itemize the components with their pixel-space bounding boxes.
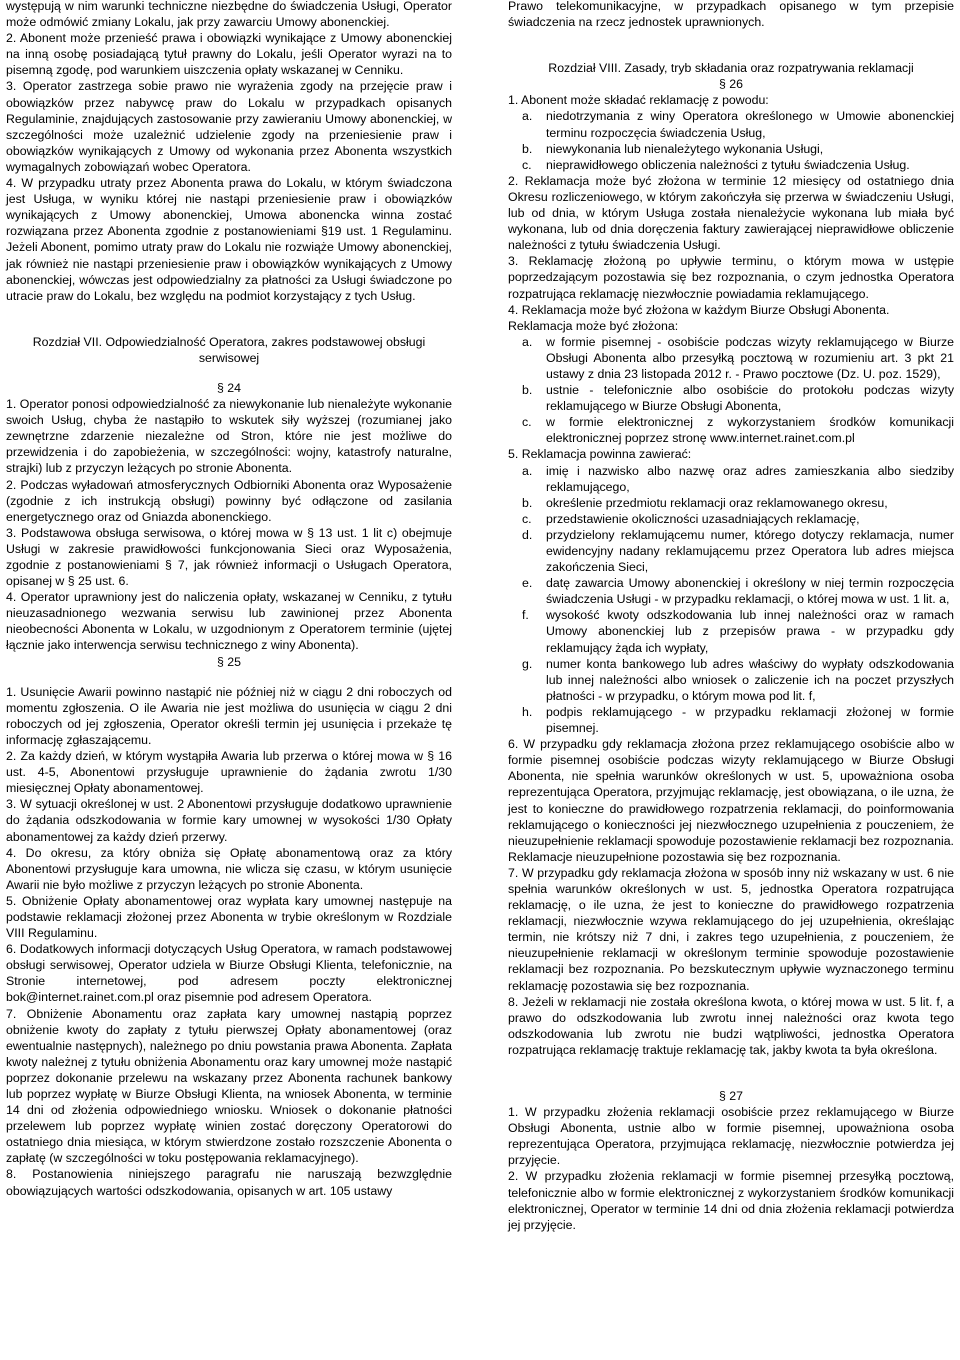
list-item-label: c. (522, 511, 532, 526)
list-item-text: niedotrzymania z winy Operatora określonego w Umowie abonenckiej terminu rozpoczęcia świadczenia Usług, (546, 109, 954, 140)
list-item-text: datę zawarcia Umowy abonenckiej i określony w niej termin rozpoczęcia świadczenia Usługi - w przypadku reklamacji, o której mowa w ust. 1 lit. a, (546, 576, 954, 607)
chapter-heading: Rozdział VIII. Zasady, tryb składania oraz rozpatrywania reklamacji (548, 61, 914, 76)
list-item (508, 334, 954, 382)
email-link[interactable]: bok@internet.rainet.com.pl (6, 990, 154, 1005)
list-item-text: w formie elektronicznej z wykorzystaniem środków komunikacji elektronicznej poprzez stronę www.internet.rainet.com.pl (546, 415, 954, 446)
list-item-text: przydzielony reklamującemu numer, którego dotyczy reklamacja, numer ewidencyjny nadany reklamującemu przez Operatora lub adres miejsca zakończenia Sieci, (546, 527, 954, 575)
list-item-label: f. (522, 608, 529, 623)
list-item (508, 607, 954, 655)
list-item-text: podpis reklamującego - w przypadku reklamacji złożonej w formie pisemnej. (546, 704, 954, 736)
list-contents (508, 463, 954, 737)
list-item-label: a. (522, 463, 533, 478)
list-item-label: e. (522, 576, 533, 591)
list-item-text: ustnie - telefonicznie albo osobiście do protokołu podczas wizyty reklamującego w Biurze Obsługi Abonenta, (546, 383, 954, 414)
section-number-value: 25 (227, 654, 242, 669)
list-item (508, 414, 954, 446)
list-item (508, 527, 954, 575)
paragraph: Reklamacja może być złożona: (508, 318, 679, 333)
paragraph: 2. Podczas wyładowań atmosferycznych Odbiorniki Abonenta oraz Wyposażenie (zgodnie z ich instrukcją obsługi) powinny być odłączone od zasilania energetycznego oraz od Gniazda abonenckiego. (6, 477, 452, 524)
chapter-heading: Rozdział VII. Odpowiedzialność Operatora, zakres podstawowej obsługi serwisowej (32, 334, 426, 365)
list-item-label: b. (522, 495, 533, 510)
paragraph (6, 941, 452, 1005)
paragraph: 2. Reklamacja może być złożona w terminie 12 miesięcy od ostatniego dnia Okresu rozliczeniowego, w którym zakończyła się przerwa w świadczeniu Usługi, lub od dnia, w którym Usługa została nienależycie wykonana lub miała być wykonana, lub od dnia doręczenia faktury zawierającej nieprawidłowe obliczenie należności z tytułu świadczenia Usługi. (508, 173, 954, 253)
list-item-text: wysokość kwoty odszkodowania lub innej należności oraz w ramach Umowy abonenckiej lub z przepisów prawa - w przypadku gdy reklamujący żąda ich wypłaty, (546, 608, 954, 655)
list-item-label: a. (522, 334, 533, 349)
list-item (508, 382, 954, 414)
list-reasons (508, 108, 954, 172)
list-item (508, 656, 954, 704)
list-item-label: d. (522, 527, 533, 542)
paragraph-text: oraz pisemnie pod adresem Operatora. (153, 990, 372, 1005)
list-forms (508, 334, 954, 447)
list-item (508, 108, 954, 140)
list-item-label: c. (522, 415, 532, 430)
paragraph-text: 6. Dodatkowych informacji dotyczących Usług Operatora, w ramach podstawowej obsługi serwisowej, Operator udziela w Biurze Obsługi Klienta, telefonicznie, na Stronie internetowej, pod adresem poczty elektronicznej (6, 942, 452, 989)
paragraph: 5. Reklamacja powinna zawierać: (508, 447, 692, 462)
paragraph: 3. W sytuacji określonej w ust. 2 Abonentowi przysługuje dodatkowo uprawnienie do żądania odszkodowania w formie kary umownej w wysokości 1/30 Opłaty abonamentowej za każdy dzień przerwy. (6, 797, 452, 844)
section-number-value: 24 (227, 380, 242, 395)
list-item (508, 704, 954, 736)
paragraph: 8. Postanowienia niniejszego paragrafu nie naruszają bezwzględnie obowiązujących wartości odszkodowania, opisanych w art. 105 ustawy (6, 1167, 452, 1198)
list-item-text: niewykonania lub nienależytego wykonania Usługi, (546, 141, 824, 156)
section-number: § 27 (718, 1089, 744, 1103)
paragraph: 3. Reklamację złożoną po upływie terminu, o którym mowa w ustępie poprzedzającym pozostawia się bez rozpoznania, o czym jednostka Operatora rozpatrująca reklamację niezwłocznie powiadamia reklamującego. (508, 254, 954, 301)
paragraph: 4. Operator uprawniony jest do naliczenia opłaty, wskazanej w Cenniku, z tytułu nieuzasadnionego wezwania serwisu lub zawinionej przez Abonenta nieobecności Abonenta w Lokalu, w uzgodnionym z Operatorem terminie (ujętej łącznie jako interwencja serwisu technicznego z winy Abonenta). (6, 590, 452, 653)
paragraph: 6. W przypadku gdy reklamacja złożona przez reklamującego osobiście albo w formie pisemnej osobiście podczas wizyty reklamującego w Biurze Obsługi Abonenta, nie spełnia warunków określonych w ust. 5, upoważniona osoba reprezentująca Operatora, przyjmując reklamację, jest obowiązana, o ile uzna, że jest to konieczne do prawidłowego rozpatrzenia reklamacji, do poinformowania reklamującego o konieczności jej niezwłocznego uzupełnienia z pouczeniem, że nieuzupełnienie reklamacji spowoduje pozostawienie reklamacji bez rozpoznania. Reklamacje nieuzupełnione pozostawia się bez rozpoznania. (508, 737, 954, 864)
paragraph: 4. W przypadku utraty przez Abonenta prawa do Lokalu, w którym świadczona jest Usługa, w wyniku której nie nastąpi przeniesienie praw i obowiązków wynikających z Umowy abonenckiej, Umowa abonencka winna zostać rozwiązana przez Abonenta zgodnie z postanowieniami §19 ust. 1 Regulaminu. Jeżeli Abonent, pomimo utraty praw do Lokalu nie rozwiąże Umowy abonenckiej, jak również nie nastąpi przeniesienie praw i obowiązków wynikających z Umowy abonenckiej, wówczas jest odpowiedzialny za płatności za Usługi świadczone po utracie praw do Lokalu, bez względu na podmiot korzystający z tych Usług. (6, 176, 452, 303)
paragraph: 7. Obniżenie Abonamentu oraz zapłata kary umownej nastąpią poprzez obniżenie kwoty do zapłaty z tytułu pierwszej Opłaty abonamentowej (oraz ewentualnie następnych), należnego po dniu powstania prawa Abonenta. Zapłata kwoty należnej z tytułu obniżenia Abonamentu oraz kary umownej może nastąpić poprzez dokonanie przelewu na wskazany przez Abonenta rachunek bankowy lub poprzez wypłatę w Biurze Obsługi Klienta, na wniosek Abonenta, w terminie 14 dni od złożenia odpowiedniego wniosku. Wniosek o dokonanie płatności przelewem lub poprzez wypłatę winien zostać doręczony Operatorowi do ostatniego dnia miesiąca, w którym stwierdzone zostało rozszczenie Abonenta o zapłatę (w szczególności w toku postępowania reklamacyjnego). (6, 1006, 452, 1166)
paragraph: 7. W przypadku gdy reklamacja złożona w sposób inny niż wskazany w ust. 6 nie spełnia warunków określonych w ust. 5, jednostka Operatora rozpatrująca reklamację, o ile uzna, że jest to konieczne do prawidłowego rozpatrzenia reklamacji, niezwłocznie wzywa reklamującego do jej uzupełnienia, określając termin, nie krótszy niż 7 dni, i zakres tego uzupełnienia, z pouczeniem, że nieuzupełnienie reklamacji w określonym terminie spowoduje pozostawienie reklamacji bez rozpoznania. Po bezskutecznym upływie wyznaczonego terminu reklamację pozostawia się bez rozpoznania. (508, 865, 954, 993)
section-number: § 26 (718, 77, 744, 92)
list-item (508, 141, 954, 157)
list-item (508, 575, 954, 607)
paragraph: Prawo telekomunikacyjne, w przypadkach opisanego w tym przepisie świadczenia na rzecz jednostek uprawnionych. (508, 0, 954, 30)
paragraph: 5. Obniżenie Opłaty abonamentowej oraz wypłata kary umownej następuje na podstawie reklamacji złożonej przez Abonenta w trybie określonym w Rozdziale VIII Regulaminu. (6, 893, 452, 941)
list-item-text: określenie przedmiotu reklamacji oraz reklamowanego okresu, (546, 495, 888, 510)
list-item-label: c. (522, 157, 532, 172)
section-number: § 25 (216, 654, 242, 669)
paragraph: 1. Usunięcie Awarii powinno nastąpić nie później niż w ciągu 2 dni roboczych od momentu zgłoszenia. O ile Awaria nie jest możliwa do usunięcia w ciągu 2 dni roboczych od jej zgłoszenia, Operator określi termin jej usunięcia i przekaże tę informację zgłaszającemu. (6, 684, 452, 747)
section-number: § 24 (216, 380, 242, 395)
list-item-label: h. (522, 704, 533, 719)
paragraph: 4. Do okresu, za który obniża się Opłatę abonamentową oraz za który Abonentowi przysługuje kara umowna, nie wlicza się czasu, w którym usunięcie Awarii nie było możliwe z przyczyn leżących po stronie Abonenta. (6, 845, 452, 892)
list-item-text: nieprawidłowego obliczenia należności z tytułu świadczenia Usług. (546, 157, 910, 172)
paragraph: 1. Operator ponosi odpowiedzialność za niewykonanie lub nienależyte wykonanie swoich Usług, chyba że nastąpiło to wskutek siły wyższej (rozumianej jako zewnętrzne zdarzenie niezależne od Stron, które nie jest możliwe do przewidzenia i do zapobieżenia, w szczególności: wojny, katastrofy naturalne, strajki) lub z przyczyn leżących po stronie Abonenta. (6, 397, 452, 476)
section-number-value: 27 (729, 1089, 744, 1103)
list-item-label: b. (522, 383, 533, 398)
list-item-label: g. (522, 656, 533, 671)
paragraph: występują w nim warunki techniczne niezbędne do świadczenia Usługi, Operator może odmówić zmiany Lokalu, jak przy zawarciu Umowy abonenckiej. (6, 0, 452, 30)
list-item-label: b. (522, 141, 533, 156)
list-item-text: w formie pisemnej - osobiście podczas wizyty reklamującego w Biurze Obsługi Abonenta albo przesyłką pocztową w rozumieniu art. 3 pkt 21 ustawy z dnia 23 listopada 2012 r. - Prawo pocztowe (Dz. U. poz. 1529), (546, 334, 954, 381)
list-item-text: numer konta bankowego lub adres właściwy do wypłaty odszkodowania lub innej należności albo wniosek o zaliczenie ich na poczet przyszłych płatności - w przypadku, o którym mowa pod lit. f, (546, 656, 954, 703)
paragraph: 4. Reklamacja może być złożona w każdym Biurze Obsługi Abonenta. (508, 302, 890, 317)
paragraph: 2. Abonent może przenieść prawa i obowiązki wynikające z Umowy abonenckiej na inną osobę posiadającą tytuł prawny do Lokalu, jeśli Operator wyrazi na to pisemną zgodę, pod warunkiem uiszczenia opłaty wskazanej w Cenniku. (6, 31, 452, 78)
list-item (508, 511, 954, 527)
list-item (508, 463, 954, 495)
section-number-value: 26 (729, 77, 744, 92)
paragraph: 1. W przypadku złożenia reklamacji osobiście przez reklamującego w Biurze Obsługi Abonenta, ustnie albo w formie pisemnej, upoważniona osoba reprezentująca Operatora, przyjmująca reklamację, niezwłocznie potwierdza jej przyjęcie. (508, 1105, 954, 1168)
paragraph: 1. Abonent może składać reklamację z powodu: (508, 93, 769, 108)
paragraph: 2. W przypadku złożenia reklamacji w formie pisemnej przesyłką pocztową, telefonicznie albo w formie elektronicznej z wykorzystaniem środków komunikacji elektronicznej, Operator w terminie 14 dni od dnia złożenia reklamacji potwierdza jej przyjęcie. (508, 1169, 954, 1232)
paragraph: 3. Operator zastrzega sobie prawo nie wyrażenia zgody na przejęcie praw i obowiązków przez nabywcę praw do Lokalu w przypadkach opisanych Regulaminie, znajdujących zastosowanie przy zawieraniu Umowy abonenckiej, w szczególności może uzależnić udzielenie zgody na przeniesienie praw i obowiązków wynikających z Umowy od wykonania przez Abonenta wszystkich wymagalnych zobowiązań wobec Operatora. (6, 79, 452, 174)
paragraph: 3. Podstawowa obsługa serwisowa, o której mowa w § 13 ust. 1 lit c) obejmuje Usługi w zakresie prawidłowości funkcjonowania Sieci oraz Wyposażenia, zgodnie z postanowieniami § 7, jak również informacji o Usługach Operatora, opisanej w § 25 ust. 6. (6, 525, 452, 589)
list-item (508, 495, 954, 511)
paragraph: 8. Jeżeli w reklamacji nie została określona kwota, o której mowa w ust. 5 lit. f, a prawo do odszkodowania lub zwrotu innej należności oraz kwota tego odszkodowania lub zwrotu nie budzi wątpliwości, jednostka Operatora rozpatrująca reklamację traktuje reklamację tak, jakby kwota ta była określona. (508, 994, 954, 1057)
paragraph: 2. Za każdy dzień, w którym wystąpiła Awaria lub przerwa o której mowa w § 16 ust. 4-5, Abonentowi przysługuje uprawnienie do żądania zwrotu 1/30 miesięcznej Opłaty abonamentowej. (6, 749, 452, 796)
left-column (6, 0, 452, 1199)
right-column (508, 0, 954, 1233)
list-item-label: a. (522, 109, 533, 124)
list-item-text: przedstawienie okoliczności uzasadniających reklamację, (546, 511, 860, 526)
list-item (508, 157, 954, 173)
list-item-text: imię i nazwisko albo nazwę oraz adres zamieszkania albo siedziby reklamującego, (546, 463, 954, 494)
